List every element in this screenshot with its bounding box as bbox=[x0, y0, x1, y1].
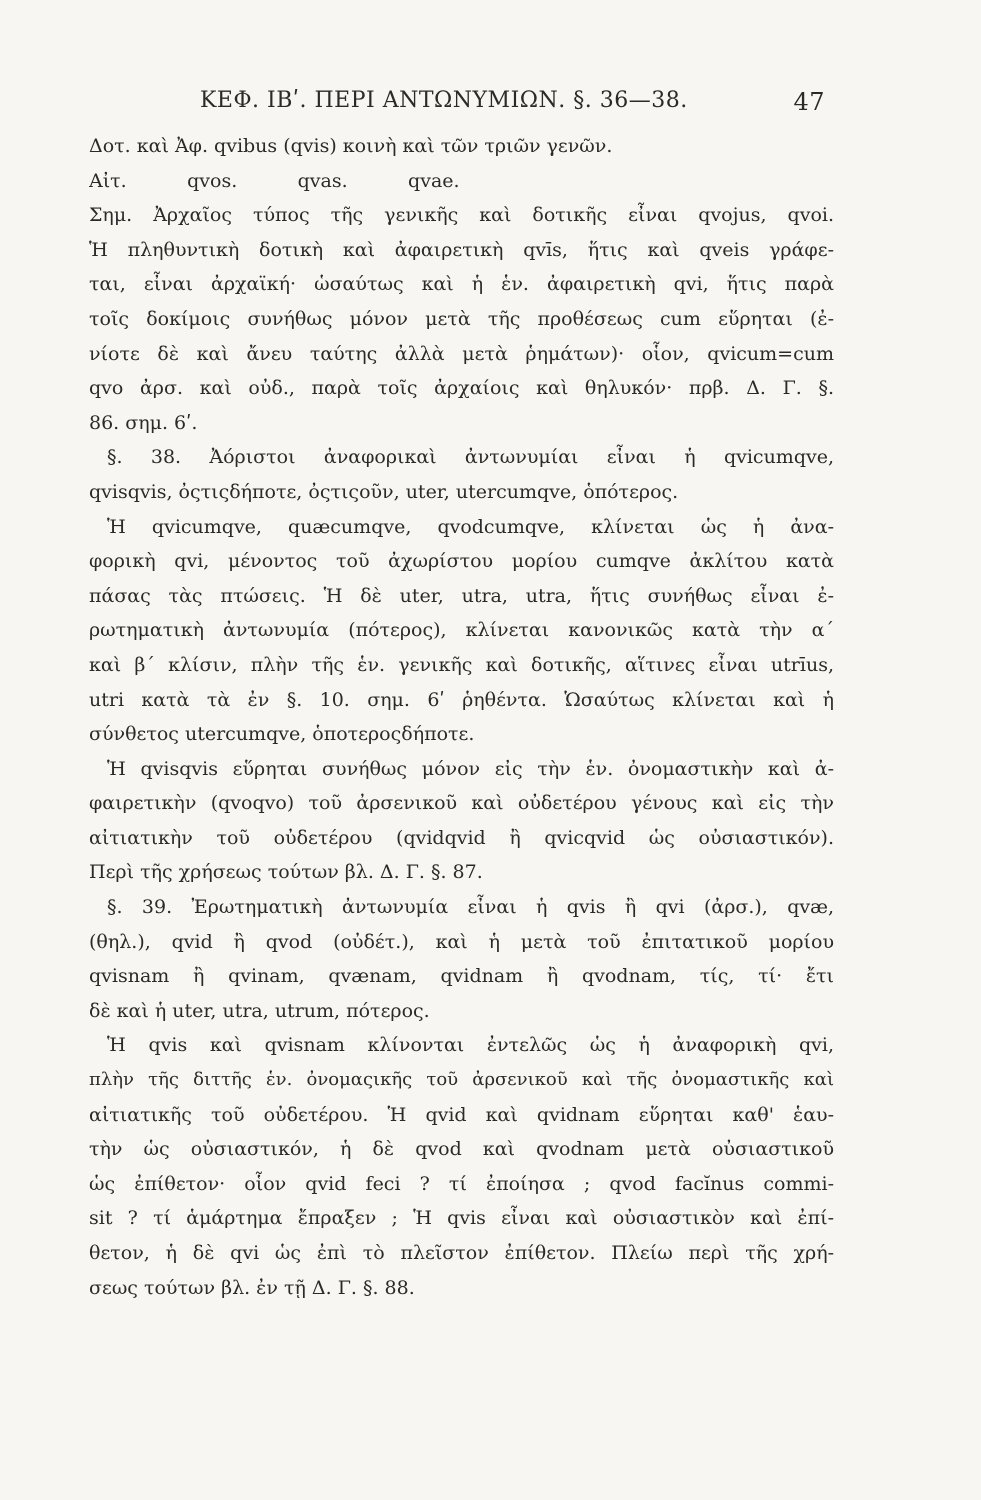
text-line: νίοτε δὲ καὶ ἄνευ ταύτης ἀλλὰ μετὰ ῥημάτων)· οἷον, qvicum=cum bbox=[89, 342, 834, 365]
text-line: Αἰτ. qvos. qvas. qvae. bbox=[89, 169, 460, 192]
text-line: Ἡ qvisqvis εὕρηται συνήθως μόνον εἰς τὴν ἑν. ὀνομαστικὴν καὶ ἀ- bbox=[107, 757, 834, 780]
text-line: Ἡ qvis καὶ qvisnam κλίνονται ἐντελῶς ὡς ἡ ἀναφορικὴ qvi, bbox=[107, 1034, 834, 1057]
text-line: qvisqvis, ὀςτιςδήποτε, ὀςτιςοῦν, uter, utercumqve, ὁπότερος. bbox=[89, 480, 679, 503]
text-line: Περὶ τῆς χρήσεως τούτων βλ. Δ. Γ. §. 87. bbox=[89, 861, 483, 884]
text-line: πλὴν τῆς διττῆς ἑν. ὀνομαςικῆς τοῦ ἀρσενικοῦ καὶ τῆς ὀνομαστικῆς καὶ bbox=[89, 1069, 834, 1091]
text-line: (θηλ.), qvid ἢ qvod (οὐδέτ.), καὶ ἡ μετὰ τοῦ ἐπιτατικοῦ μορίου bbox=[89, 930, 834, 953]
text-line: sit ? τί ἁμάρτημα ἔπραξεν ; Ἡ qvis εἶναι καὶ οὐσιαστικὸν καὶ ἐπί- bbox=[89, 1207, 834, 1230]
text-line: σύνθετος utercumqve, ὁποτεροςδήποτε. bbox=[89, 723, 475, 746]
text-line: utri κατὰ τὰ ἐν §. 10. σημ. 6ʹ ῥηθέντα. Ὡσαύτως κλίνεται καὶ ἡ bbox=[89, 688, 834, 711]
text-line: ρωτηματικὴ ἀντωνυμία (πότερος), κλίνεται κανονικῶς κατὰ τὴν α΄ bbox=[89, 619, 834, 642]
text-line: φορικὴ qvi, μένοντος τοῦ ἀχωρίστου μορίου cumqve ἀκλίτου κατὰ bbox=[89, 550, 834, 573]
text-line: ται, εἶναι ἀρχαϊκή· ὡσαύτως καὶ ἡ ἑν. ἀφαιρετικὴ qvi, ἥτις παρὰ bbox=[89, 273, 834, 296]
text-line: ὡς ἐπίθετον· οἷον qvid feci ? τί ἐποίησα ; qvod facĭnus commi- bbox=[89, 1172, 834, 1195]
text-line: §. 39. Ἐρωτηματικὴ ἀντωνυμία εἶναι ἡ qvis ἢ qvi (ἀρσ.), qvæ, bbox=[107, 896, 834, 919]
text-line: αἰτιατικῆς τοῦ οὐδετέρου. Ἡ qvid καὶ qvidnam εὕρηται καθ' ἑαυ- bbox=[89, 1103, 834, 1126]
text-line: qvo ἀρσ. καὶ οὐδ., παρὰ τοῖς ἀρχαίοις καὶ θηλυκόν· πρβ. Δ. Γ. §. bbox=[89, 377, 834, 400]
text-line: θετον, ἡ δὲ qvi ὡς ἐπὶ τὸ πλεῖστον ἐπίθετον. Πλείω περὶ τῆς χρή- bbox=[89, 1242, 834, 1264]
text-line: Ἡ qvicumqve, quæcumqve, qvodcumqve, κλίνεται ὡς ἡ ἀνα- bbox=[107, 515, 834, 538]
text-line: φαιρετικὴν (qvoqvo) τοῦ ἀρσενικοῦ καὶ οὐδετέρου γένους καὶ εἰς τὴν bbox=[89, 792, 834, 815]
text-line: Ἡ πληθυντικὴ δοτικὴ καὶ ἀφαιρετικὴ qvīs, ἥτις καὶ qveis γράφε- bbox=[89, 238, 834, 261]
text-line: qvisnam ἢ qvinam, qvænam, qvidnam ἢ qvodnam, τίς, τί· ἔτι bbox=[89, 965, 834, 988]
text-line: τὴν ὡς οὐσιαστικόν, ἡ δὲ qvod καὶ qvodnam μετὰ οὐσιαστικοῦ bbox=[89, 1138, 834, 1161]
text-line: §. 38. Ἀόριστοι ἀναφορικαὶ ἀντωνυμίαι εἶναι ἡ qvicumqve, bbox=[107, 446, 834, 469]
text-line: 86. σημ. 6ʹ. bbox=[89, 411, 198, 434]
text-line: δὲ καὶ ἡ uter, utra, utrum, πότερος. bbox=[89, 999, 430, 1022]
page-number: 47 bbox=[793, 88, 825, 116]
text-line: τοῖς δοκίμοις συνήθως μόνον μετὰ τῆς προθέσεως cum εὕρηται (ἐ- bbox=[89, 307, 834, 330]
text-line: σεως τούτων βλ. ἐν τῇ Δ. Γ. §. 88. bbox=[89, 1276, 415, 1299]
body-text bbox=[89, 129, 834, 1305]
text-line: καὶ β΄ κλίσιν, πλὴν τῆς ἑν. γενικῆς καὶ δοτικῆς, αἵτινες εἶναι utrīus, bbox=[89, 653, 834, 676]
text-line: αἰτιατικὴν τοῦ οὐδετέρου (qvidqvid ἢ qvicqvid ὡς οὐσιαστικόν). bbox=[89, 826, 834, 849]
chapter-heading: ΚΕΦ. ΙΒʹ. ΠΕΡΙ ΑΝΤΩΝΥΜΙΩΝ. §. 36—38. bbox=[200, 88, 688, 113]
running-header bbox=[200, 88, 825, 120]
text-line: Σημ. Ἀρχαῖος τύπος τῆς γενικῆς καὶ δοτικῆς εἶναι qvojus, qvoi. bbox=[89, 204, 834, 227]
text-line: Δοτ. καὶ Ἀφ. qvibus (qvis) κοινὴ καὶ τῶν τριῶν γενῶν. bbox=[89, 135, 613, 157]
text-line: πάσας τὰς πτώσεις. Ἡ δὲ uter, utra, utra, ἥτις συνήθως εἶναι ἐ- bbox=[89, 584, 834, 607]
